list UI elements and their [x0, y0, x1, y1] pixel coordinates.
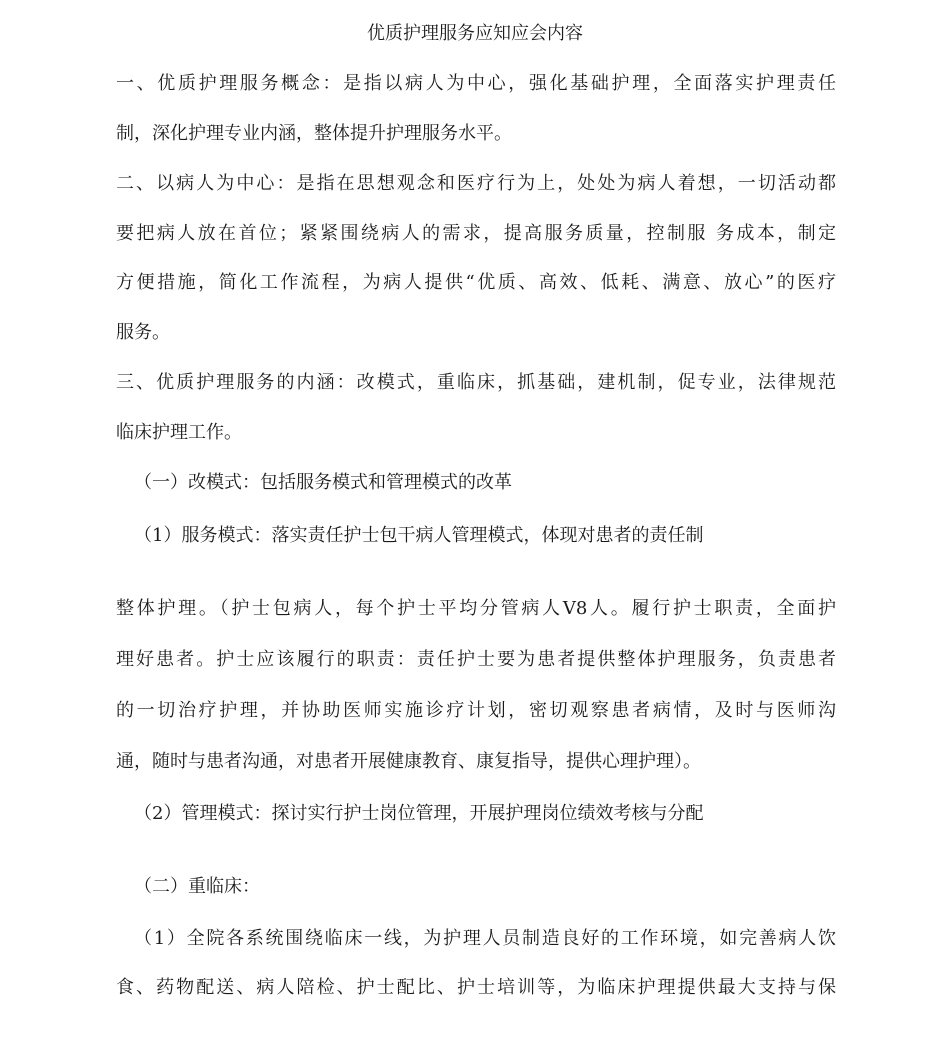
- paragraph-line: 整体护理。（护士包病人，每个护士平均分管病人V8人。履行护士职责，全面护: [116, 598, 836, 619]
- section-heading: （二）重临床：: [134, 876, 260, 897]
- paragraph-line: 通，随时与患者沟通，对患者开展健康教育、康复指导，提供心理护理）。: [116, 751, 701, 772]
- paragraph-line: 二、以病人为中心：是指在思想观念和医疗行为上，处处为病人着想，一切活动都: [116, 173, 836, 194]
- paragraph-line: 理好患者。护士应该履行的职责：责任护士要为患者提供整体护理服务，负责患者: [116, 649, 836, 670]
- paragraph-line: 食、药物配送、病人陪检、护士配比、护士培训等，为临床护理提供最大支持与保: [116, 977, 836, 998]
- section-heading: （一）改模式：包括服务模式和管理模式的改革: [134, 472, 512, 493]
- paragraph-line: （1）全院各系统围绕临床一线，为护理人员制造良好的工作环境，如完善病人饮: [134, 928, 836, 949]
- paragraph-line: 临床护理工作。: [116, 422, 242, 443]
- paragraph-line: （1）服务模式：落实责任护士包干病人管理模式，体现对患者的责任制: [134, 525, 704, 546]
- paragraph-line: 要把病人放在首位；紧紧围绕病人的需求，提高服务质量，控制服 务成本，制定: [116, 223, 836, 244]
- paragraph-line: 的一切治疗护理，并协助医师实施诊疗计划，密切观察患者病情，及时与医师沟: [116, 700, 836, 721]
- paragraph-line: （2）管理模式：探讨实行护士岗位管理，开展护理岗位绩效考核与分配: [134, 803, 704, 824]
- paragraph-line: 一、优质护理服务概念：是指以病人为中心，强化基础护理，全面落实护理责任: [116, 73, 836, 94]
- paragraph-line: 三、优质护理服务的内涵：改模式，重临床，抓基础，建机制，促专业，法律规范: [116, 372, 836, 393]
- paragraph-line: 制，深化护理专业内涵，整体提升护理服务水平。: [116, 123, 512, 144]
- paragraph-line: 方便措施，简化工作流程，为病人提供“优质、高效、低耗、满意、放心”的医疗: [116, 272, 836, 293]
- paragraph-line: 服务。: [116, 322, 170, 343]
- document-title: 优质护理服务应知应会内容: [367, 23, 583, 44]
